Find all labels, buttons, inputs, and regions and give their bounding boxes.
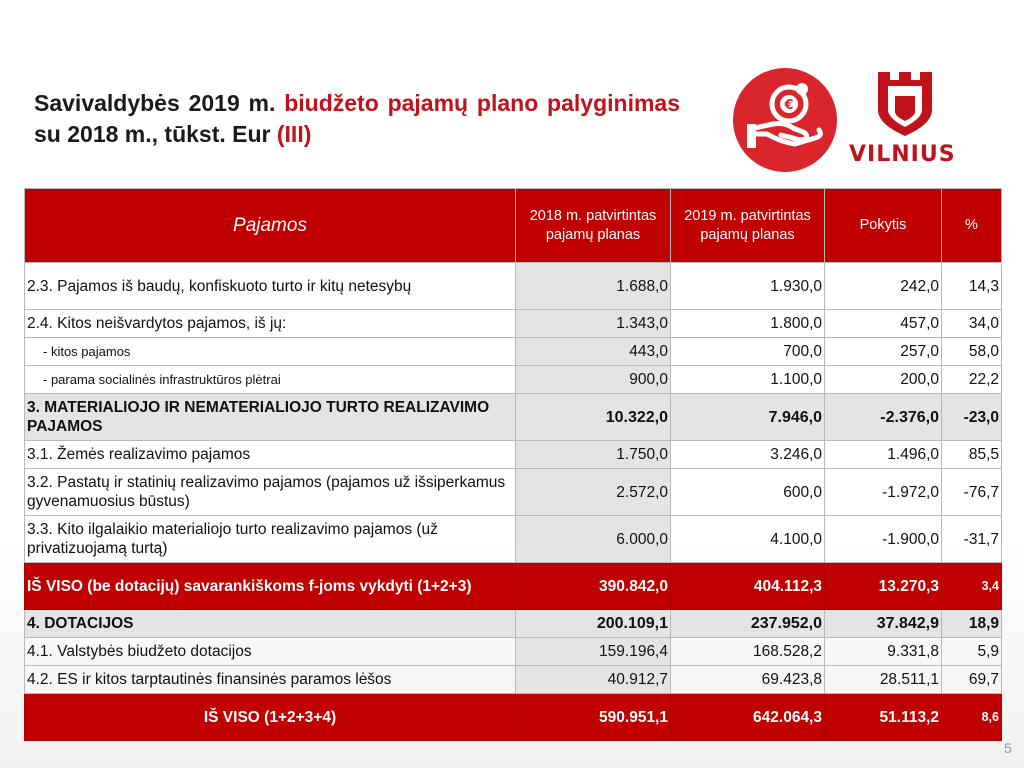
row-change: 51.113,2 [825,694,942,741]
title-part-4: (III) [276,121,312,147]
row-2019: 7.946,0 [671,394,825,441]
row-percent: -31,7 [942,516,1002,563]
castle-tower-icon [850,66,960,146]
row-percent: 34,0 [942,310,1002,338]
table-row [25,610,1002,638]
table-row-total [25,694,1002,741]
row-2019: 1.800,0 [671,310,825,338]
row-change: 242,0 [825,263,942,310]
table-row [25,638,1002,666]
row-2019: 1.930,0 [671,263,825,310]
row-percent: -76,7 [942,469,1002,516]
row-2018: 40.912,7 [516,666,671,694]
table-row [25,516,1002,563]
row-label: 3.2. Pastatų ir statinių realizavimo pajamos (pajamos už išsiperkamus gyvenamuosius būstus) [25,469,516,516]
row-label: - parama socialinės infrastruktūros plėtrai [25,366,516,394]
row-2018: 390.842,0 [516,563,671,610]
row-percent: -23,0 [942,394,1002,441]
row-2018: 2.572,0 [516,469,671,516]
table-row [25,263,1002,310]
budget-comparison-table [24,188,1002,741]
table-row [25,469,1002,516]
row-2018: 1.688,0 [516,263,671,310]
header-2019-plan: 2019 m. patvirtintas pajamų planas [671,189,825,263]
row-label: IŠ VISO (be dotacijų) savarankiškoms f-joms vykdyti (1+2+3) [25,563,516,610]
row-change: 28.511,1 [825,666,942,694]
table-row-subtotal [25,563,1002,610]
row-2018: 6.000,0 [516,516,671,563]
row-label: 4.1. Valstybės biudžeto dotacijos [25,638,516,666]
row-percent: 22,2 [942,366,1002,394]
table-row [25,366,1002,394]
row-percent: 58,0 [942,338,1002,366]
row-percent: 69,7 [942,666,1002,694]
slide-number: 5 [1004,740,1012,756]
row-change: 457,0 [825,310,942,338]
row-label: 4. DOTACIJOS [25,610,516,638]
table-row [25,441,1002,469]
row-2019: 237.952,0 [671,610,825,638]
row-2019: 642.064,3 [671,694,825,741]
row-change: 9.331,8 [825,638,942,666]
row-label: 3.3. Kito ilgalaikio materialiojo turto realizavimo pajamos (už privatizuojamą turtą) [25,516,516,563]
table-header-row [25,189,1002,263]
vilnius-wordmark: VILNIUS [849,142,956,167]
row-2018: 1.750,0 [516,441,671,469]
header-2018-plan: 2018 m. patvirtintas pajamų planas [516,189,671,263]
row-label: 2.4. Kitos neišvardytos pajamos, iš jų: [25,310,516,338]
row-change: -1.900,0 [825,516,942,563]
slide-title [34,88,680,150]
row-label: 2.3. Pajamos iš baudų, konfiskuoto turto ir kitų netesybų [25,263,516,310]
table-row [25,666,1002,694]
table-row [25,310,1002,338]
table-row [25,394,1002,441]
row-label: 3.1. Žemės realizavimo pajamos [25,441,516,469]
row-2019: 4.100,0 [671,516,825,563]
header-percent: % [942,189,1002,263]
row-2018: 443,0 [516,338,671,366]
row-change: 1.496,0 [825,441,942,469]
row-2019: 404.112,3 [671,563,825,610]
row-label: 3. MATERIALIOJO IR NEMATERIALIOJO TURTO REALIZAVIMO PAJAMOS [25,394,516,441]
title-part-2: biudžeto pajamų plano palyginimas [284,90,680,116]
title-part-3: su 2018 m., tūkst. Eur [34,121,277,147]
row-2019: 1.100,0 [671,366,825,394]
row-change: -2.376,0 [825,394,942,441]
row-2019: 700,0 [671,338,825,366]
header-pokytis: Pokytis [825,189,942,263]
row-2019: 600,0 [671,469,825,516]
row-percent: 18,9 [942,610,1002,638]
row-2018: 900,0 [516,366,671,394]
row-2018: 200.109,1 [516,610,671,638]
budget-logo [733,68,837,172]
row-2018: 159.196,4 [516,638,671,666]
row-label: IŠ VISO (1+2+3+4) [25,694,516,741]
row-percent: 85,5 [942,441,1002,469]
row-2018: 10.322,0 [516,394,671,441]
row-percent: 8,6 [942,694,1002,741]
title-part-1: Savivaldybės 2019 m. [34,90,285,116]
row-2018: 590.951,1 [516,694,671,741]
svg-text:€: € [784,98,794,113]
row-change: 37.842,9 [825,610,942,638]
row-label: 4.2. ES ir kitos tarptautinės finansinės paramos lėšos [25,666,516,694]
row-2019: 168.528,2 [671,638,825,666]
row-2019: 69.423,8 [671,666,825,694]
row-change: 200,0 [825,366,942,394]
row-label: - kitos pajamos [25,338,516,366]
row-percent: 14,3 [942,263,1002,310]
row-percent: 3,4 [942,563,1002,610]
row-change: 13.270,3 [825,563,942,610]
row-change: 257,0 [825,338,942,366]
row-2018: 1.343,0 [516,310,671,338]
table-row [25,338,1002,366]
header-pajamos: Pajamos [25,189,516,263]
row-change: -1.972,0 [825,469,942,516]
row-2019: 3.246,0 [671,441,825,469]
hand-coin-icon [733,68,837,172]
row-percent: 5,9 [942,638,1002,666]
